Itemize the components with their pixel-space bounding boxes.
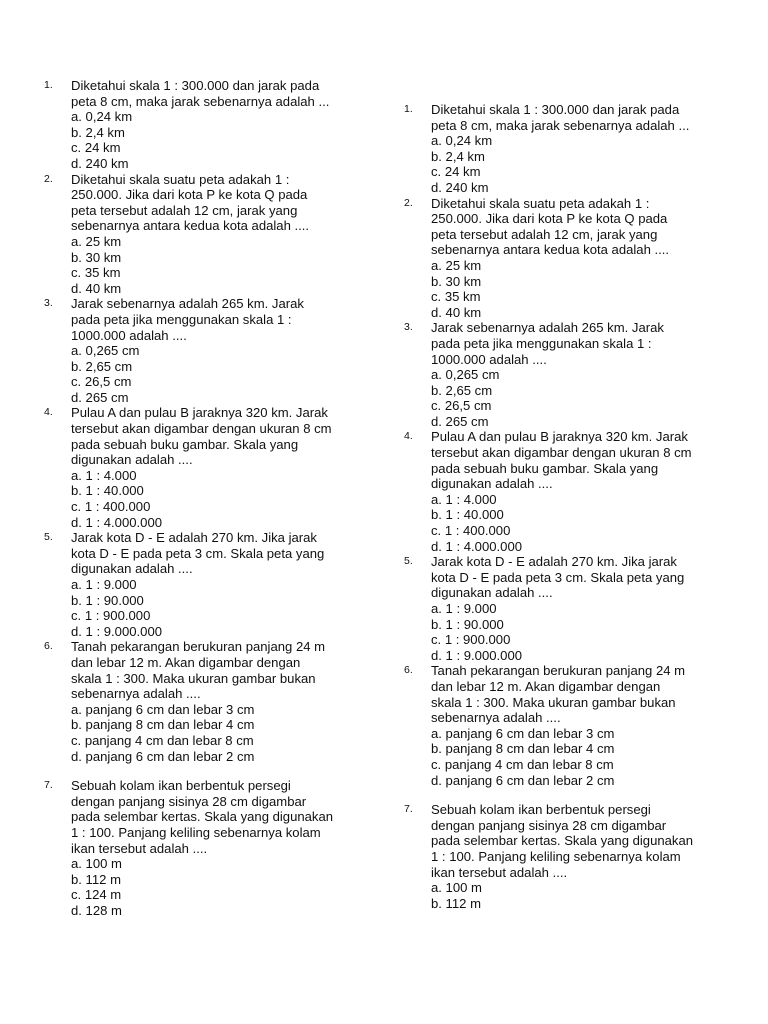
answer-option: b. 1 : 40.000 [71,483,144,499]
question-body [71,172,374,297]
question-item [44,639,374,764]
answer-option: c. 1 : 400.000 [431,523,511,539]
answer-option: d. 1 : 9.000.000 [71,623,163,639]
question-text: Pulau A dan pulau B jaraknya 320 km. Jarak tersebut akan digambar dengan ukuran 8 cm pada sebuah buku gambar. Skala yang digunakan adalah .... [431,429,692,492]
right-column [404,102,734,911]
answer-option: d. 240 km [71,155,129,171]
question-number: 5. [404,555,413,568]
answer-option: a. 0,265 cm [71,343,140,359]
question-body [431,802,734,911]
question-item [44,296,374,405]
answer-option: a. 100 m [71,856,122,872]
question-text: Jarak kota D - E adalah 270 km. Jika jarak kota D - E pada peta 3 cm. Skala peta yang digunakan adalah .... [71,530,325,577]
question-body [71,530,374,639]
answer-option: b. 30 km [71,249,122,265]
answer-option: c. 35 km [71,265,121,281]
answer-option: c. 26,5 cm [71,374,132,390]
question-body [431,429,734,554]
question-item [404,320,734,429]
answer-option: b. 2,4 km [71,124,125,140]
answer-option: b. 112 m [71,871,121,887]
question-item [404,663,734,788]
question-number: 2. [44,172,53,185]
answer-option: b. 1 : 90.000 [431,616,504,632]
answer-option: c. 26,5 cm [431,398,492,414]
answer-option: d. 240 km [431,179,489,195]
answer-option: d. 1 : 9.000.000 [431,647,523,663]
question-item [404,554,734,663]
question-text: Pulau A dan pulau B jaraknya 320 km. Jarak tersebut akan digambar dengan ukuran 8 cm pada sebuah buku gambar. Skala yang digunakan adalah .... [71,405,332,468]
question-item [404,802,734,911]
question-body [431,554,734,663]
answer-option: d. 40 km [431,304,482,320]
answer-option: d. 1 : 4.000.000 [71,514,163,530]
answer-option: d. panjang 6 cm dan lebar 2 cm [71,748,255,764]
question-item [404,196,734,321]
answer-option: d. 128 m [71,902,122,918]
answer-option: b. 112 m [431,895,481,911]
question-text: Sebuah kolam ikan berbentuk persegi dengan panjang sisinya 28 cm digambar pada selembar kertas. Skala yang digunakan 1 : 100. Panjang keliling sebenarnya kolam ikan tersebut adalah .... [431,802,694,880]
question-number: 1. [404,103,413,115]
answer-option: a. panjang 6 cm dan lebar 3 cm [431,725,615,741]
answer-option: c. 1 : 900.000 [431,632,511,648]
question-text: Tanah pekarangan berukuran panjang 24 m dan lebar 12 m. Akan digambar dengan skala 1 : 300. Maka ukuran gambar bukan sebenarnya adalah .... [431,663,686,726]
answer-option: b. 1 : 90.000 [71,592,144,608]
answer-option: b. panjang 8 cm dan lebar 4 cm [431,741,615,757]
answer-option: a. 25 km [431,257,482,273]
answer-option: c. panjang 4 cm dan lebar 8 cm [71,732,254,748]
question-item [44,78,374,172]
question-item [404,102,734,196]
question-body [71,78,374,172]
question-item [404,429,734,554]
answer-option: c. 1 : 400.000 [71,499,151,515]
answer-option: b. 30 km [431,273,482,289]
left-column [44,78,374,918]
question-item [44,405,374,530]
answer-option: b. 2,65 cm [71,358,133,374]
answer-option: a. 1 : 4.000 [431,491,497,507]
answer-option: a. 1 : 9.000 [431,601,497,616]
question-item [44,530,374,639]
answer-option: a. 1 : 9.000 [71,577,137,592]
answer-option: a. 25 km [71,233,122,249]
question-number: 3. [44,297,53,310]
question-number: 7. [404,803,413,816]
question-item [44,172,374,297]
question-number: 5. [44,531,53,544]
question-body [71,639,374,764]
answer-option: d. 1 : 4.000.000 [431,538,523,554]
question-body [431,196,734,321]
answer-option: c. 35 km [431,289,481,305]
question-number: 1. [44,79,53,91]
answer-option: d. 265 cm [71,389,129,405]
question-text: Diketahui skala suatu peta adakah 1 : 250.000. Jika dari kota P ke kota Q pada peta tersebut adalah 12 cm, jarak yang sebenarnya antara kedua kota adalah .... [431,195,670,258]
question-gap [404,788,734,802]
answer-option: a. 0,24 km [431,133,493,149]
question-body [71,296,374,405]
question-number: 4. [44,406,53,419]
question-body [71,778,374,918]
answer-option: b. 2,65 cm [431,382,493,398]
answer-option: a. 0,265 cm [431,367,500,383]
question-text: Diketahui skala 1 : 300.000 dan jarak pada peta 8 cm, maka jarak sebenarnya adalah ... [71,78,330,109]
answer-option: a. panjang 6 cm dan lebar 3 cm [71,701,255,717]
question-gap [44,764,374,778]
answer-option: d. 265 cm [431,413,489,429]
question-text: Diketahui skala suatu peta adakah 1 : 250.000. Jika dari kota P ke kota Q pada peta tersebut adalah 12 cm, jarak yang sebenarnya antara kedua kota adalah .... [71,171,310,234]
question-number: 7. [44,779,53,792]
question-text: Jarak sebenarnya adalah 265 km. Jarak pada peta jika menggunakan skala 1 : 1000.000 adalah .... [431,320,664,367]
answer-option: d. panjang 6 cm dan lebar 2 cm [431,772,615,788]
question-text: Jarak kota D - E adalah 270 km. Jika jarak kota D - E pada peta 3 cm. Skala peta yang digunakan adalah .... [431,554,685,601]
answer-option: a. 100 m [431,880,482,896]
answer-option: b. panjang 8 cm dan lebar 4 cm [71,717,255,733]
answer-option: c. 1 : 900.000 [71,608,151,624]
question-item [44,778,374,918]
question-text: Sebuah kolam ikan berbentuk persegi dengan panjang sisinya 28 cm digambar pada selembar kertas. Skala yang digunakan 1 : 100. Panjang keliling sebenarnya kolam ikan tersebut adalah .... [71,778,334,856]
answer-option: d. 40 km [71,280,122,296]
question-number: 6. [404,664,413,677]
answer-option: b. 2,4 km [431,148,485,164]
answer-option: a. 1 : 4.000 [71,467,137,483]
question-number: 2. [404,196,413,209]
answer-option: c. 124 m [71,887,122,903]
answer-option: c. panjang 4 cm dan lebar 8 cm [431,756,614,772]
answer-option: a. 0,24 km [71,109,133,125]
answer-option: c. 24 km [431,164,481,180]
question-body [431,320,734,429]
question-text: Diketahui skala 1 : 300.000 dan jarak pada peta 8 cm, maka jarak sebenarnya adalah ... [431,102,690,133]
question-body [71,405,374,530]
answer-option: c. 24 km [71,140,121,156]
question-number: 4. [404,430,413,443]
question-number: 6. [44,640,53,653]
question-body [431,663,734,788]
question-body [431,102,734,196]
answer-option: b. 1 : 40.000 [431,507,504,523]
question-text: Tanah pekarangan berukuran panjang 24 m dan lebar 12 m. Akan digambar dengan skala 1 : 300. Maka ukuran gambar bukan sebenarnya adalah .... [71,639,326,702]
question-number: 3. [404,321,413,334]
question-text: Jarak sebenarnya adalah 265 km. Jarak pada peta jika menggunakan skala 1 : 1000.000 adalah .... [71,296,304,343]
